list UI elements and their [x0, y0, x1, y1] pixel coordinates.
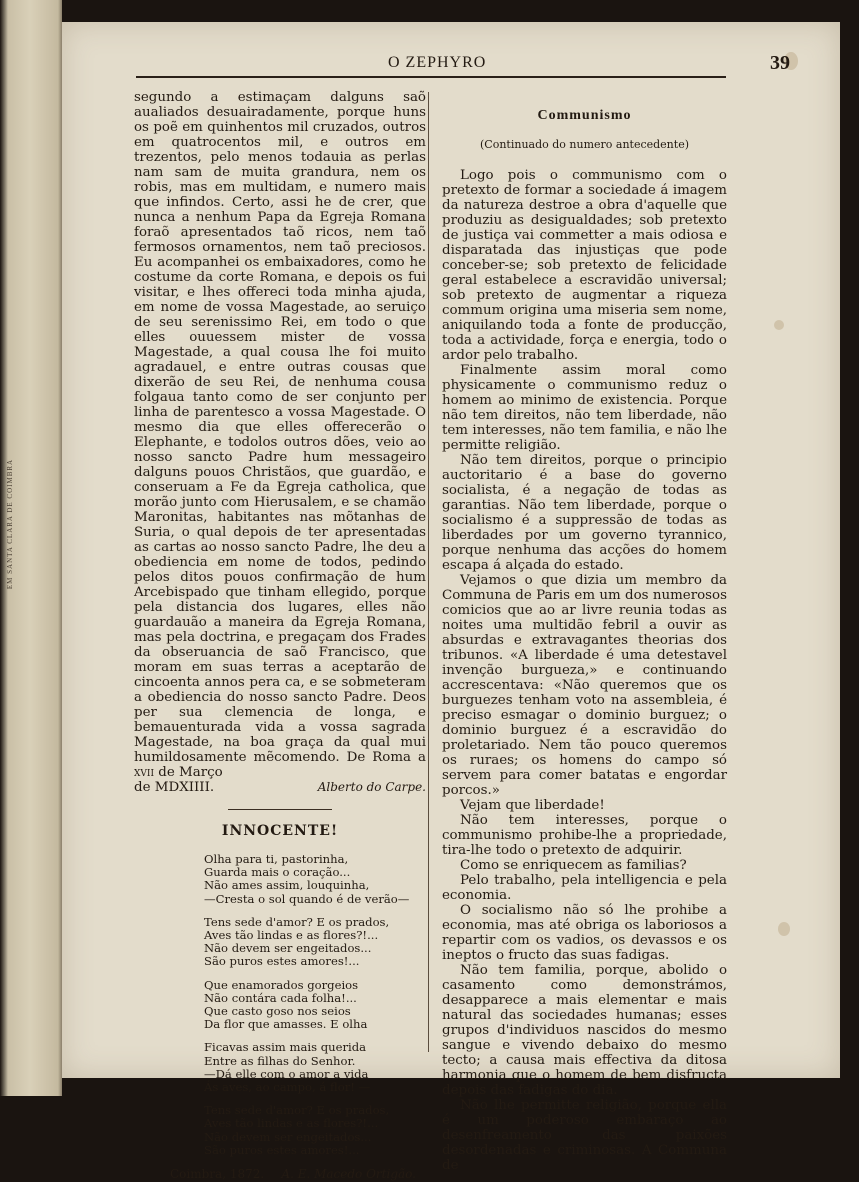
- poem-footer: [134, 1167, 426, 1182]
- poem-line: Não devem ser engeitados...: [204, 1129, 372, 1144]
- article-paragraph: Não tem direitos, porque o principio auctoritario é a base do governo socialista, é a negação de todas as garantias. Não tem liberdade, porque o socialismo é a suppressão de todas as liberdades por um governo tyrannico, porque nenhuma das acções do homem escapa á alçada do estado.: [442, 453, 727, 573]
- poem-line: Da flor que amasses. E olha: [204, 1017, 368, 1032]
- date-day: xvii: [134, 765, 155, 780]
- poem-line: São puros estes amores!...: [204, 1142, 360, 1157]
- letter-paragraph: segundo a estimaçam dalguns saõ aualiados desuairadamente, porque huns os poẽ em quinhentos mil cruzados, outros em quatrocentos mil, e outros em trezentos, pelo menos todauia as perlas nam sam de muita grandura, nem os robis, mas em multidam, e numero mais que infindos. Certo, assi he de crer, que nunca a nenhum Papa da Egreja Romana foraõ apresentados taõ ricos, nem taõ fermosos ornamentos, nem taõ preciosos. Eu acompanhei os embaixadores, como he costume da corte Romana, e depois os fui visitar, e lhes offereci toda minha ajuda, em nome de vossa Magestade, ao seruiço de seu serenissimo Rei, em todo o que elles ouuessem mister de vossa Magestade, a qual cousa lhe foi muito agradauel, e entre outras cousas que dixerão de seu Rei, de nenhuma cousa folgaua tanto como de ser conjunto per linha de parentesco a vossa Magestade. O mesmo dia que elles offerecerão o Elephante, e todolos outros dões, veio ao nosso sancto Padre hum messageiro dalguns pouos Christãos, que guardão, e conseruam a Fe da Egreja catholica, que morão junto com Hierusalem, e se chamão Maronitas, habitantes nas mõtanhas de Suria, o qual depois de ter apresentadas as cartas ao nosso sancto Padre, lhe deu a obediencia em nome de todos, pedindo pelos ditos pouos confirmação de hum Arcebispado que tinham ellegido, porque pela distancia dos lugares, elles não guardauão a maneira da Egreja Romana, mas pela doctrina, e pregaçam dos Frades da obseruancia de saõ Francisco, que moram em suas terras a aceptarão de cincoenta annos pera ca, e se sobmeteram a obediencia do nosso sancto Padre. Deos per sua clemencia de longa, e bemauenturada vida a vossa sagrada Magestade, na boa graça da qual mui humildosamente mẽcomendo. De Roma a xvii de Março: [134, 90, 426, 780]
- article-paragraph: Vejamos o que dizia um membro da Communa de Paris em um dos numerosos comicios que ao ar livre reunia todas as noites uma multidão febril a ouvir as absurdas e extravagantes theorias dos tribunos. «A liberdade é uma detestavel invenção burgueza,» e continuando accrescentava: «Não queremos que os burguezes tenham voto na assembleia, é preciso esmagar o dominio burguez; o dominio burguez é a escravidão do proletariado. Nem tão pouco queremos os ruraes; os homens do campo só servem para comer batatas e engordar porcos.»: [442, 573, 727, 798]
- poem-line: Não devem ser engeitados...: [204, 941, 372, 956]
- poem-line: Guarda mais o coração...: [204, 865, 351, 880]
- poem-line: Que enamorados gorgeios: [204, 977, 359, 992]
- letter-closing: [134, 780, 426, 795]
- article-paragraph: Finalmente assim moral como physicamente o communismo reduz o homem ao minimo de existencia. Porque não tem direitos, não tem liberdade, não tem interesses, não tem familia, e não lhe permitte religião.: [442, 363, 727, 453]
- poem-line: Entre as filhas do Senhor.: [204, 1053, 356, 1068]
- poem-line: São puros estes amores!...: [204, 954, 360, 969]
- poem-line: Aves tão lindas e as flores?!...: [204, 1116, 379, 1131]
- article-paragraph: Logo pois o communismo com o pretexto de formar a sociedade á imagem da natureza destroe a obra d'aquelle que produziu as desigualdades; sob pretexto de justiça vai commetter a mais odiosa e disparatada das injustiças que pode conceber-se; sob pretexto de felicidade geral estabelece a escravidão universal; sob pretexto de augmentar a riqueza commum origina uma miseria sem nome, aniquilando toda a fonte de producção, toda a actividade, força e energia, todo o ardor pelo trabalho.: [442, 168, 727, 363]
- closing-date: de MDXIIII.: [134, 780, 215, 795]
- newspaper-page: [62, 22, 840, 1182]
- poem-place-date: Coimbra, 1872.: [170, 1167, 265, 1182]
- poem-stanza: [204, 1041, 426, 1094]
- article-paragraph: Não tem familia, porque, abolido o casamento como demonstrámos, desapparece a mais elementar e mais natural das sociedades humanas; esses grupos d'individuos nascidos do mesmo sangue e vivendo debaixo do mesmo tecto; a causa mais effectiva da ditosa harmonia que o homem de bem disfructa depois das fadigas do dia.: [442, 963, 727, 1098]
- article-paragraph: Como se enriquecem as familias?: [460, 858, 687, 873]
- article-paragraph: Não lhe permitte religião, porque ella é um poderoso embaraço ao desenfreamento das paixões desordenadas e criminosas. A Communa de: [442, 1098, 727, 1173]
- paper-stain: [774, 320, 784, 330]
- poem-line: —Cresta o sol quando é de verão—: [204, 891, 410, 906]
- running-title: O ZEPHYRO: [388, 54, 487, 71]
- article-paragraph: O socialismo não só lhe prohibe a economia, mas até obriga os laboriosos a repartir com os vadios, os devassos e os ineptos o fructo das suas fadigas.: [442, 903, 727, 963]
- poem-stanza: [204, 979, 426, 1032]
- article-subtitle: (Continuado do numero antecedente): [480, 138, 689, 151]
- poem-line: Que casto goso nos seios: [204, 1004, 351, 1019]
- poem-line: Não ames assim, louquinha,: [204, 878, 370, 893]
- poem-body: [134, 853, 426, 1157]
- poem-line: Ás aves, ao campo, á flor! —: [204, 1080, 371, 1095]
- poem-line: Não contára cada folha!...: [204, 990, 357, 1005]
- article-paragraph: Vejam que liberdade!: [460, 798, 605, 813]
- article-body: [442, 168, 727, 1173]
- section-rule: [228, 809, 332, 810]
- poem-line: Olha para ti, pastorinha,: [204, 852, 349, 866]
- poem-stanza: [204, 1104, 426, 1157]
- poem-line: Aves tão lindas e as flores?!...: [204, 928, 379, 943]
- article-title: Communismo: [537, 108, 632, 123]
- poem-line: —Dá elle com o amor a vida: [204, 1066, 369, 1081]
- column-divider: [428, 92, 429, 1052]
- poem-line: Tens sede d'amor? E os prados,: [204, 914, 390, 929]
- article-paragraph: Pelo trabalho, pela intelligencia e pela economia.: [442, 873, 727, 903]
- letter-signature: Alberto do Carpe.: [317, 780, 426, 794]
- book-binding: [0, 0, 62, 1096]
- poem-stanza: [204, 853, 426, 906]
- header-rule: [136, 76, 726, 78]
- page-header: [138, 52, 790, 76]
- poem-line: Tens sede d'amor? E os prados,: [204, 1103, 390, 1118]
- poem-title: INNOCENTE!: [221, 823, 339, 839]
- article-paragraph: Não tem interesses, porque o communismo prohibe-lhe a propriedade, tira-lhe todo o pretexto de adquirir.: [442, 813, 727, 858]
- poem-stanza: [204, 916, 426, 969]
- poem-line: Ficavas assim mais querida: [204, 1040, 367, 1055]
- page-number: 39: [770, 52, 790, 74]
- spine-inscription: EM SANTA CLARA DE COIMBRA: [6, 458, 14, 590]
- right-column: [442, 108, 727, 1173]
- poem-author: A. E. Macedo Ortigão.: [281, 1167, 416, 1182]
- paper-stain: [778, 922, 790, 936]
- left-column: [134, 90, 426, 1182]
